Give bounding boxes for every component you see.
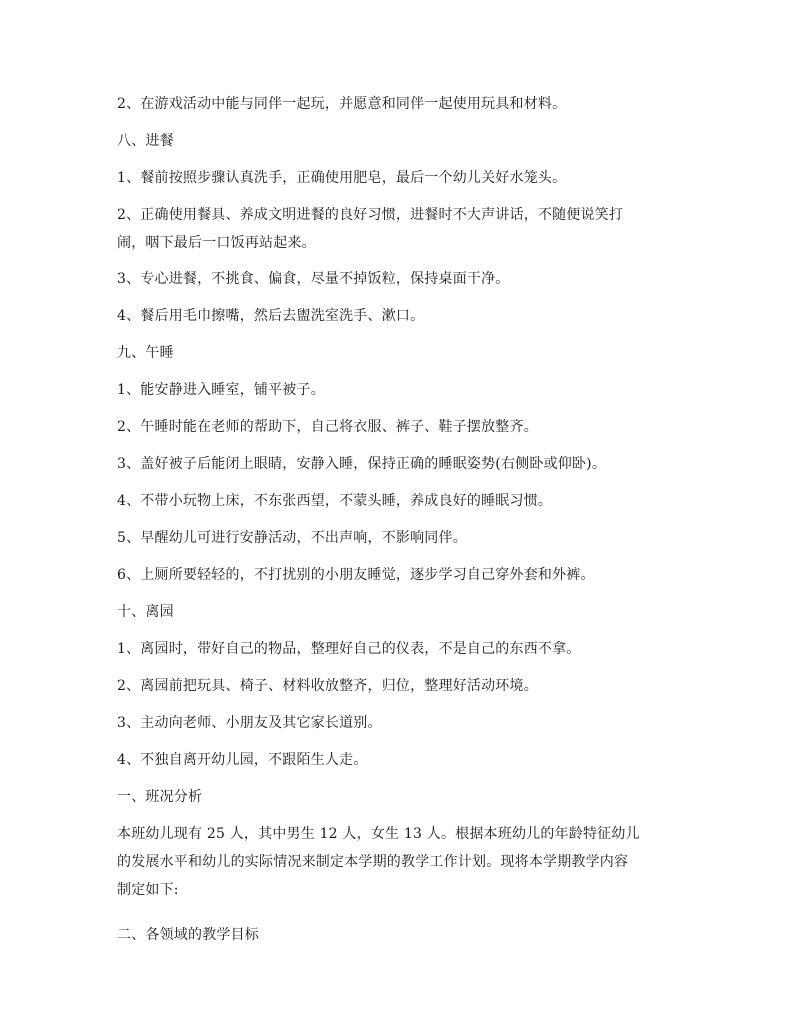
meal-item-2-line-1: 2、正确使用餐具、养成文明进餐的良好习惯，进餐时不大声讲话，不随便说笑打 [117,207,624,223]
section-heading-nap: 九、午睡 [117,345,174,361]
leave-item-2: 2、离园前把玩具、椅子、材料收放整齐，归位，整理好活动环境。 [117,678,538,694]
class-analysis-line-3: 制定如下: [117,882,179,898]
nap-item-4: 4、不带小玩物上床，不东张西望，不蒙头睡，养成良好的睡眠习惯。 [117,493,553,509]
nap-item-5: 5、早醒幼儿可进行安静活动，不出声响，不影响同伴。 [117,530,467,546]
section-heading-meal: 八、进餐 [117,133,174,149]
leave-item-4: 4、不独自离开幼儿园，不跟陌生人走。 [117,752,368,768]
class-analysis-paragraph [117,820,697,904]
section-heading-teaching-goals: 二、各领域的教学目标 [117,927,259,943]
class-analysis-line-1: 本班幼儿现有 25 人，其中男生 12 人，女生 13 人。根据本班幼儿的年龄特征幼儿 [117,826,640,842]
class-analysis-line-2: 的发展水平和幼儿的实际情况来制定本学期的教学工作计划。现将本学期教学内容 [117,854,629,870]
leave-item-3: 3、主动向老师、小朋友及其它家长道别。 [117,715,382,731]
nap-item-6: 6、上厕所要轻轻的，不打扰别的小朋友睡觉，逐步学习自己穿外套和外裤。 [117,567,595,583]
leave-item-1: 1、离园时，带好自己的物品，整理好自己的仪表，不是自己的东西不拿。 [117,641,581,657]
meal-item-4: 4、餐后用毛巾擦嘴，然后去盥洗室洗手、漱口。 [117,308,425,324]
meal-item-3: 3、专心进餐，不挑食、偏食，尽量不掉饭粒，保持桌面干净。 [117,271,510,287]
play-item-2: 2、在游戏活动中能与同伴一起玩，并愿意和同伴一起使用玩具和材料。 [117,96,567,112]
nap-item-3: 3、盖好被子后能闭上眼睛，安静入睡，保持正确的睡眠姿势(右侧卧或仰卧)。 [117,456,607,472]
nap-item-2: 2、午睡时能在老师的帮助下，自己将衣服、裤子、鞋子摆放整齐。 [117,419,538,435]
section-heading-class-analysis: 一、班况分析 [117,789,203,805]
meal-item-2 [117,201,697,257]
meal-item-1: 1、餐前按照步骤认真洗手，正确使用肥皂，最后一个幼儿关好水笼头。 [117,170,567,186]
section-heading-leave: 十、离园 [117,604,174,620]
nap-item-1: 1、能安静进入睡室，铺平被子。 [117,382,325,398]
meal-item-2-line-2: 闹，咽下最后一口饭再站起来。 [117,235,316,251]
